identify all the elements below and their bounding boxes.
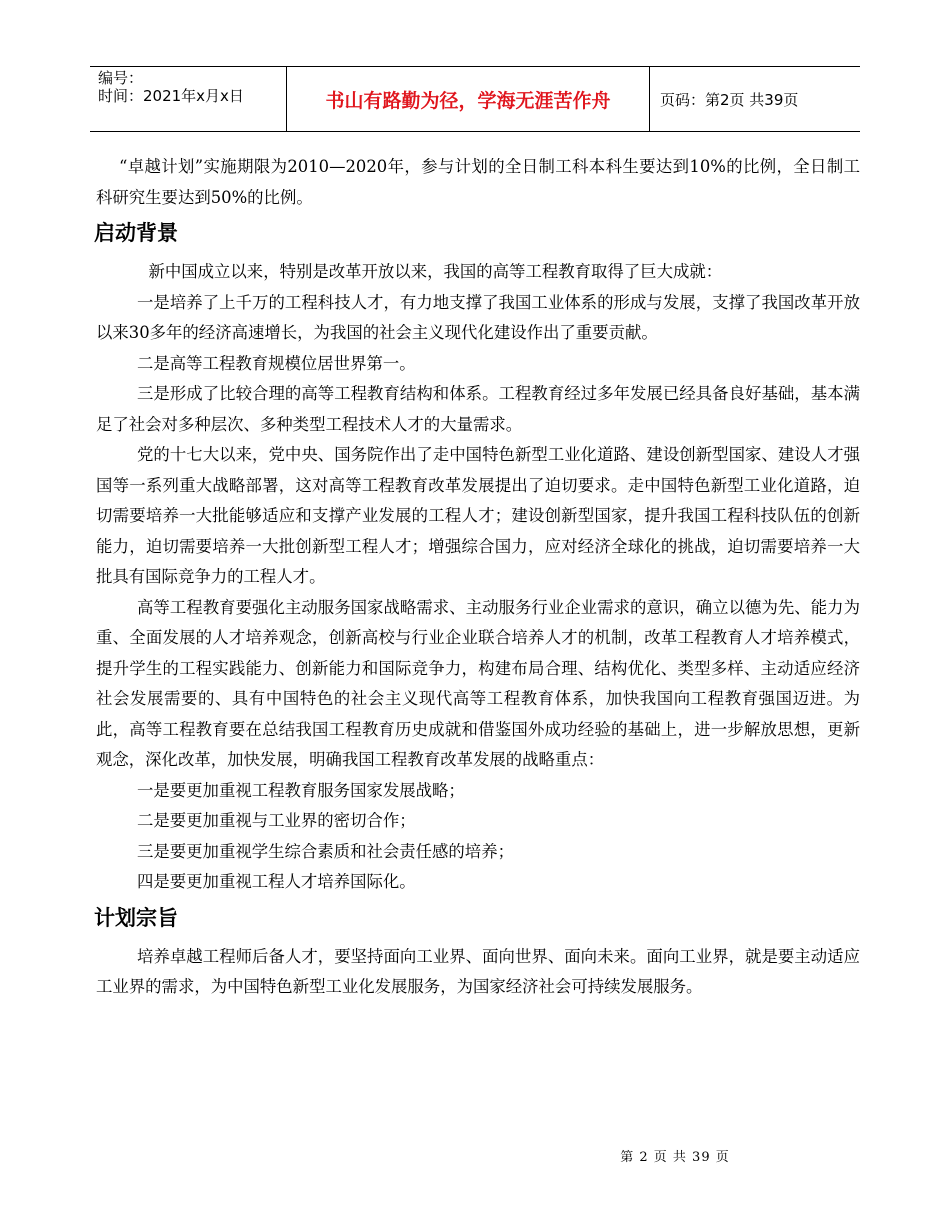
paragraph: 党的十七大以来，党中央、国务院作出了走中国特色新型工业化道路、建设创新型国家、建设人才强国等一系列重大战略部署，这对高等工程教育改革发展提出了迫切要求。走中国特色新型工业化道路，迫切需要培养一大批能够适应和支撑产业发展的工程人才；建设创新型国家，提升我国工程科技队伍的创新能力，迫切需要培养一大批创新型工程人才；增强综合国力，应对经济全球化的挑战，迫切需要培养一大批具有国际竞争力的工程人才。 [96, 445, 860, 586]
paragraph: 一是培养了上千万的工程科技人才，有力地支撑了我国工业体系的形成与发展，支撑了我国改革开放以来30多年的经济高速增长，为我国的社会主义现代化建设作出了重要贡献。 [96, 292, 860, 342]
intro-paragraph: “卓越计划”实施期限为2010—2020年，参与计划的全日制工科本科生要达到10%的比例，全日制工科研究生要达到50%的比例。 [96, 157, 860, 207]
doc-number-label: 编号： [98, 69, 144, 87]
page-footer: 第 2 页 共 39 页 [620, 1150, 730, 1165]
header-page-code: 页码：第2页 共39页 [660, 90, 799, 109]
list-item: 二是要更加重视与工业界的密切合作； [137, 811, 416, 830]
section-heading-background: 启动背景 [94, 221, 178, 245]
header-meta [90, 67, 286, 131]
paragraph: 培养卓越工程师后备人才，要坚持面向工业界、面向世界、面向未来。面向工业界，就是要主动适应工业界的需求，为中国特色新型工业化发展服务，为国家经济社会可持续发展服务。 [96, 946, 860, 996]
section-heading-purpose: 计划宗旨 [94, 905, 178, 930]
doc-date: 时间：2021年x月x日 [98, 87, 244, 105]
document-header [90, 66, 860, 132]
paragraph: 二是高等工程教育规模位居世界第一。 [137, 353, 416, 373]
header-motto: 书山有路勤为径，学海无涯苦作舟 [286, 67, 650, 131]
list-item: 三是要更加重视学生综合素质和社会责任感的培养； [137, 841, 514, 861]
list-item: 一是要更加重视工程教育服务国家发展战略； [137, 780, 465, 800]
list-item: 四是要更加重视工程人才培养国际化。 [137, 872, 416, 891]
document-body [96, 152, 860, 1003]
paragraph: 三是形成了比较合理的高等工程教育结构和体系。工程教育经过多年发展已经具备良好基础，基本满足了社会对多种层次、多种类型工程技术人才的大量需求。 [96, 384, 860, 434]
paragraph: 高等工程教育要强化主动服务国家战略需求、主动服务行业企业需求的意识，确立以德为先、能力为重、全面发展的人才培养观念，创新高校与行业企业联合培养人才的机制，改革工程教育人才培养模式，提升学生的工程实践能力、创新能力和国际竞争力，构建布局合理、结构优化、类型多样、主动适应经济社会发展需要的、具有中国特色的社会主义现代高等工程教育体系，加快我国向工程教育强国迈进。为此，高等工程教育要在总结我国工程教育历史成就和借鉴国外成功经验的基础上，进一步解放思想，更新观念，深化改革，加快发展，明确我国工程教育改革发展的战略重点： [96, 597, 860, 769]
paragraph: 新中国成立以来，特别是改革开放以来，我国的高等工程教育取得了巨大成就： [148, 262, 723, 281]
